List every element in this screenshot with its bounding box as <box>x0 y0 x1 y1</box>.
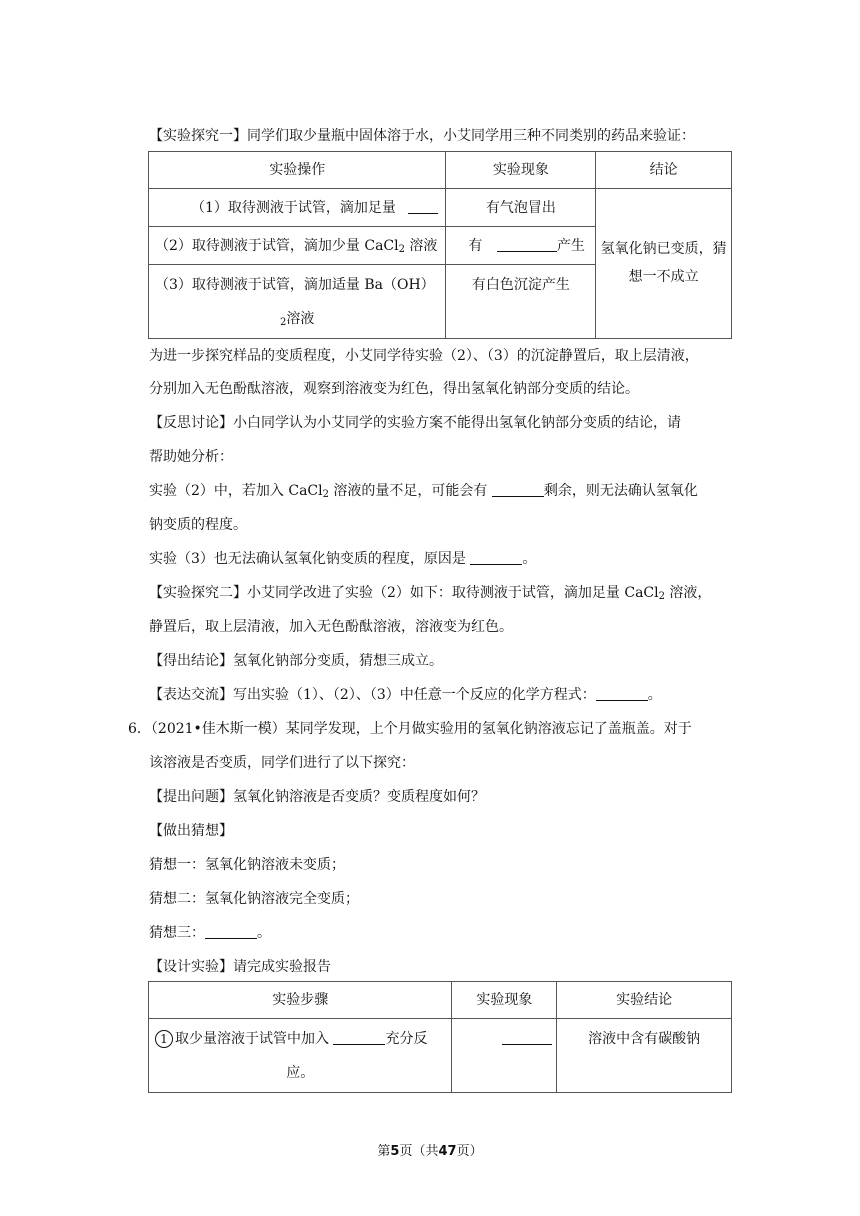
phenomenon-cell <box>452 1019 557 1093</box>
table-header-row <box>149 152 732 189</box>
row1-operation: （1）取待测液于试管，滴加足量 <box>149 189 446 227</box>
conclusion-cell: 溶液中含有碳酸钠 <box>557 1019 732 1093</box>
paragraph-line: 静置后，取上层清液，加入无色酚酞溶液，溶液变为红色。 <box>149 619 513 635</box>
answer-blank[interactable] <box>205 924 257 939</box>
explore2-heading: 【实验探究二】小艾同学改进了实验（2）如下：取待测液于试管，滴加足量 CaCl$_2$ 溶液， <box>149 585 712 602</box>
row2-operation: （2）取待测液于试管，滴加少量 CaCl$_2$ 溶液 <box>149 227 446 265</box>
experiment-table-2 <box>148 981 732 1093</box>
circled-number: 1 <box>155 1030 173 1048</box>
header-conclusion: 实验结论 <box>557 982 732 1019</box>
table-row <box>149 189 732 227</box>
row1-phenomenon: 有气泡冒出 <box>446 189 596 227</box>
header-conclusion: 结论 <box>596 152 732 189</box>
header-step: 实验步骤 <box>149 982 452 1019</box>
table-conclusion-cell: 氢氧化钠已变质，猜 想一不成立 <box>596 189 732 339</box>
paragraph-line: 为进一步探究样品的变质程度，小艾同学待实验（2）、（3）的沉淀静置后，取上层清液， <box>149 348 699 364</box>
answer-blank[interactable] <box>408 199 438 214</box>
page-number: 5 <box>390 1144 400 1159</box>
answer-blank[interactable] <box>492 482 544 497</box>
result-line: 【得出结论】氢氧化钠部分变质，猜想三成立。 <box>149 653 443 669</box>
table-row <box>149 1019 732 1093</box>
express-line: 【表达交流】写出实验（1）、（2）、（3）中任意一个反应的化学方程式： 。 <box>149 687 662 703</box>
header-operation: 实验操作 <box>149 152 446 189</box>
row3-phenomenon: 有白色沉淀产生 <box>446 265 596 339</box>
design-heading: 【设计实验】请完成实验报告 <box>149 959 331 975</box>
paragraph-line: 帮助她分析： <box>149 449 233 465</box>
intro-line: 【实验探究一】同学们取少量瓶中固体溶于水，小艾同学用三种不同类别的药品来验证： <box>149 128 695 144</box>
header-phenomenon: 实验现象 <box>452 982 557 1019</box>
experiment-table-1 <box>148 151 732 339</box>
answer-blank[interactable] <box>497 237 557 252</box>
answer-blank[interactable] <box>470 550 522 565</box>
guess-2: 猜想二：氢氧化钠溶液完全变质； <box>149 891 359 907</box>
step-cell: 1 取少量溶液于试管中加入 充分反 应。 <box>149 1019 452 1093</box>
guess-1: 猜想一：氢氧化钠溶液未变质； <box>149 857 345 873</box>
row2-phenomenon: 有 产生 <box>446 227 596 265</box>
paragraph-line: 分别加入无色酚酞溶液，观察到溶液变为红色，得出氢氧化钠部分变质的结论。 <box>149 381 639 397</box>
paragraph-line: 该溶液是否变质，同学们进行了以下探究： <box>149 755 415 771</box>
row3-operation: （3）取待测液于试管，滴加适量 Ba（OH） $_2$溶液 <box>149 265 446 339</box>
paragraph-line: 实验（3）也无法确认氢氧化钠变质的程度，原因是 。 <box>149 551 537 567</box>
guess-3: 猜想三： 。 <box>149 925 271 941</box>
header-phenomenon: 实验现象 <box>446 152 596 189</box>
answer-blank[interactable] <box>502 1030 552 1045</box>
answer-blank[interactable] <box>333 1030 385 1045</box>
paragraph-line: 实验（2）中，若加入 CaCl$_2$ 溶液的量不足，可能会有 剩余，则无法确认氢氧化 <box>149 483 698 500</box>
paragraph-line: 钠变质的程度。 <box>149 517 247 533</box>
question-heading: 【提出问题】氢氧化钠溶液是否变质？变质程度如何？ <box>149 789 485 805</box>
guess-heading: 【做出猜想】 <box>149 823 233 839</box>
page-total: 47 <box>438 1144 457 1159</box>
answer-blank[interactable] <box>596 686 648 701</box>
reflect-heading: 【反思讨论】小白同学认为小艾同学的实验方案不能得出氢氧化钠部分变质的结论，请 <box>149 415 681 431</box>
question-6-stem: 6．（2021•佳木斯一模）某同学发现，上个月做实验用的氢氧化钠溶液忘记了盖瓶盖。对于 <box>128 721 692 737</box>
page-footer: 第5页（共47页） <box>377 1144 483 1159</box>
table-header-row <box>149 982 732 1019</box>
